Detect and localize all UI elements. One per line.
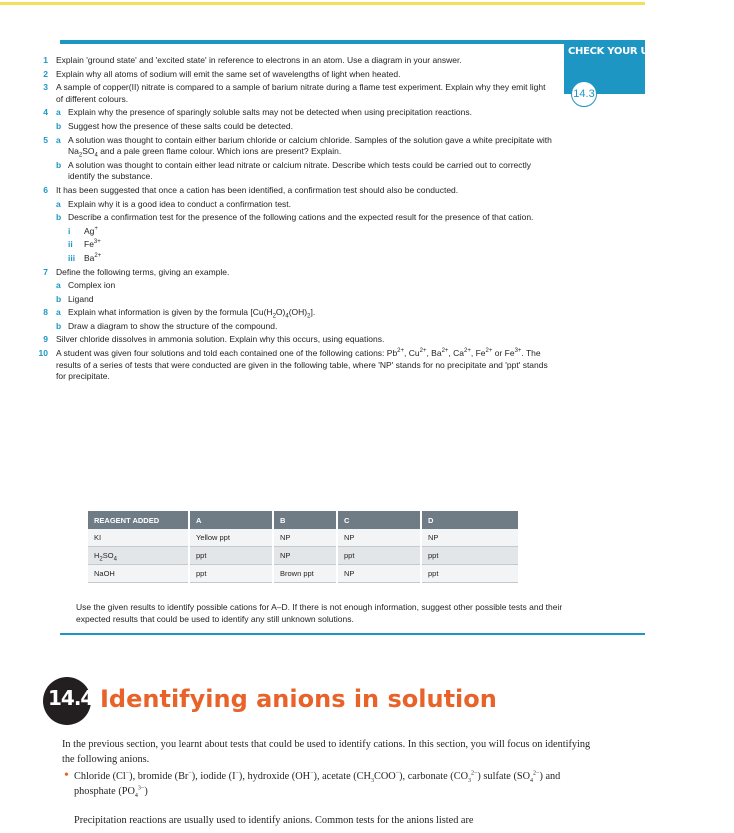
results-table: [88, 511, 520, 583]
question-8b: b Draw a diagram to show the structure of the compound.: [56, 320, 278, 331]
question-7: 7 Define the following terms, giving an example.: [43, 266, 230, 277]
question-5b: b A solution was thought to contain either lead nitrate or calcium nitrate. Describe which tests could be carried out to correctly identify the substance.: [56, 159, 532, 182]
table-cell: NP: [273, 529, 337, 547]
section-rule: [60, 40, 645, 44]
question-9: 9 Silver chloride dissolves in ammonia solution. Explain why this occurs, using equations.: [43, 334, 385, 345]
table-row: [88, 547, 519, 565]
table-cell: NP: [273, 547, 337, 565]
top-rule: [0, 2, 645, 5]
table-cell: ppt: [189, 565, 273, 583]
table-cell: ppt: [189, 547, 273, 565]
section-closing: Precipitation reactions are usually used to identify anions. Common tests for the anions listed are: [74, 815, 474, 826]
question-3: 3 A sample of copper(II) nitrate is compared to a sample of barium nitrate during a flame test experiment. Explain why they emit light of different colours.: [43, 82, 546, 104]
question-8a: 8 a Explain what information is given by the formula $[Cu(H_2O)_4(OH)_2]$.: [43, 307, 316, 320]
table-row: [88, 565, 519, 583]
question-7a: a Complex ion: [56, 280, 116, 291]
header-b: B: [273, 511, 337, 529]
question-2: 2 Explain why all atoms of sodium will emit the same set of wavelengths of light when heated.: [43, 68, 401, 79]
table-header-row: [88, 511, 519, 529]
question-6a: a Explain why it is a good idea to conduct a confirmation test.: [56, 198, 292, 209]
anion-list-item: • Chloride (Cl−), bromide (Br−), iodide (I−), hydroxide (OH−), acetate $(CH_3COO^-)$, carbonate $(CO_3^{2-})$ sulfate $(SO_4^{2-})$ and phosphate $(PO_4^{3-})$: [64, 768, 561, 800]
table-cell: $H_2SO_4$: [88, 547, 189, 565]
question-5a: 5 a A solution was thought to contain either barium chloride or calcium chloride. Samples of the solution gave a white precipitate with $Na_2SO_4$ and a pale green flame colour. Which ions are present? Explain.: [43, 134, 552, 159]
header-a: A: [189, 511, 273, 529]
section-number: 14.4: [48, 686, 94, 710]
section-title: Identifying anions in solution: [100, 685, 497, 713]
section-intro: In the previous section, you learnt about tests that could be used to identify cations. In this section, you will focus on identifying the following anions.: [62, 739, 591, 765]
header-c: C: [337, 511, 421, 529]
question-6b: b Describe a confirmation test for the presence of the following cations and the expected result for the presence of that cation.: [56, 212, 534, 223]
table-cell: NP: [337, 565, 421, 583]
table-cell: NaOH: [88, 565, 189, 583]
header-reagent: REAGENT ADDED: [88, 511, 189, 529]
section-badge: 14.3: [571, 81, 597, 107]
table-cell: NP: [421, 529, 519, 547]
question-10: 10 A student was given four solutions and told each contained one of the following cations: $Pb^{2+}$, $Cu^{2+}$, $Ba^{2+}$, $Ca^{2+}$, $Fe^{2+}$ or $Fe^{3+}$. The results of a series of tests that were conducted are given in the following table, where 'NP' stands for no precipitate and 'ppt' stands for precipitate.: [38, 348, 548, 382]
table-followup-text: Use the given results to identify possible cations for A–D. If there is not enough information, suggest other possible tests and their expected results that could be used to identify any still unknown solutions.: [76, 602, 563, 624]
question-4a: 4 a Explain why the presence of sparingly soluble salts may not be detected when using precipitation reactions.: [43, 107, 472, 118]
table-cell: ppt: [337, 547, 421, 565]
question-6b-i: i Ag+: [68, 225, 98, 236]
bullet-icon: •: [64, 768, 69, 783]
question-list: [34, 55, 554, 385]
header-d: D: [421, 511, 519, 529]
section-divider: [60, 633, 645, 635]
table-row: [88, 529, 519, 547]
question-6b-ii: ii $Fe^{3+}$: [68, 239, 101, 250]
question-6b-iii: iii $Ba^{2+}$: [68, 252, 102, 263]
table-cell: ppt: [421, 565, 519, 583]
table-cell: Brown ppt: [273, 565, 337, 583]
question-6: 6 It has been suggested that once a cation has been identified, a confirmation test should also be conducted.: [43, 184, 459, 195]
question-1: 1 Explain 'ground state' and 'excited state' in reference to electrons in an atom. Use a diagram in your answer.: [43, 55, 462, 65]
table-cell: ppt: [421, 547, 519, 565]
table-cell: NP: [337, 529, 421, 547]
question-7b: b Ligand: [56, 293, 94, 304]
table-cell: Yellow ppt: [189, 529, 273, 547]
table-cell: KI: [88, 529, 189, 547]
question-4b: b Suggest how the presence of these salts could be detected.: [56, 120, 293, 131]
check-your-understanding-panel: [564, 44, 734, 100]
check-understanding-title: CHECK YOUR UNDERSTANDING: [568, 46, 734, 57]
